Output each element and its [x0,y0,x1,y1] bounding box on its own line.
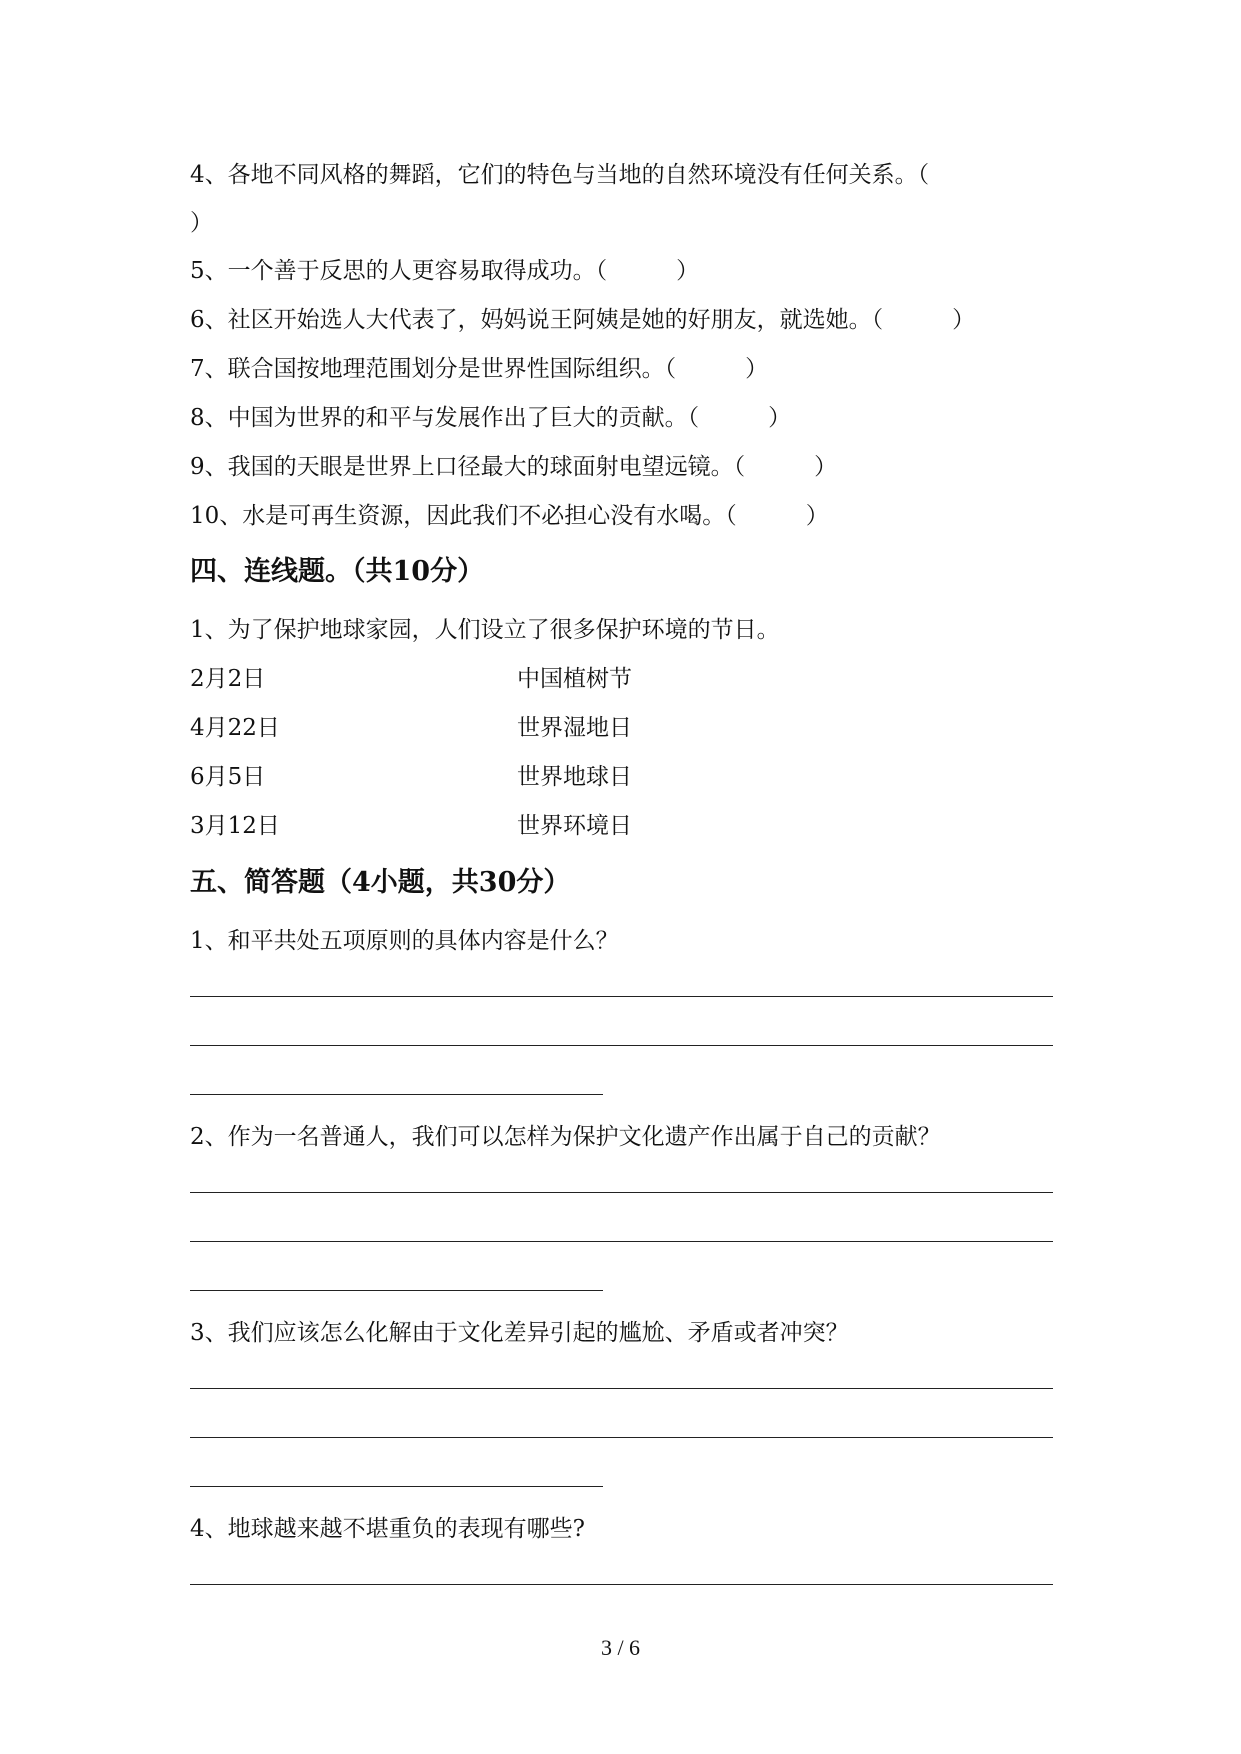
judgment-item-9: 9、我国的天眼是世界上口径最大的球面射电望远镜。（ ） [190,454,838,480]
answer-line[interactable] [190,1584,1053,1585]
short-answer-question-4: 4、地球越来越不堪重负的表现有哪些? [190,1516,585,1542]
short-answer-question-1: 1、和平共处五项原则的具体内容是什么？ [190,928,619,954]
judgment-item-4-continuation: ） [190,210,213,236]
matching-right-4: 世界环境日 [517,813,632,839]
answer-line[interactable] [190,1241,1053,1242]
answer-line[interactable] [190,1290,603,1291]
matching-left-1: 2月2日 [190,666,266,692]
judgment-item-5: 5、一个善于反思的人更容易取得成功。（ ） [190,258,700,284]
short-answer-question-3: 3、我们应该怎么化解由于文化差异引起的尴尬、矛盾或者冲突？ [190,1320,849,1346]
answer-line[interactable] [190,1094,603,1095]
judgment-item-8: 8、中国为世界的和平与发展作出了巨大的贡献。（ ） [190,405,792,431]
matching-right-3: 世界地球日 [517,764,632,790]
answer-line[interactable] [190,1045,1053,1046]
answer-line[interactable] [190,996,1053,997]
section-4-title: 四、连线题。（共10分） [190,556,485,587]
answer-line[interactable] [190,1486,603,1487]
matching-left-2: 4月22日 [190,715,280,741]
matching-left-3: 6月5日 [190,764,266,790]
matching-left-4: 3月12日 [190,813,280,839]
matching-right-1: 中国植树节 [517,666,632,692]
answer-line[interactable] [190,1388,1053,1389]
judgment-item-10: 10、水是可再生资源，因此我们不必担心没有水喝。（ ） [190,503,829,529]
matching-question: 1、为了保护地球家园，人们设立了很多保护环境的节日。 [190,617,780,643]
judgment-item-7: 7、联合国按地理范围划分是世界性国际组织。（ ） [190,356,769,382]
judgment-item-4: 4、各地不同风格的舞蹈，它们的特色与当地的自然环境没有任何关系。（ [190,162,930,188]
short-answer-question-2: 2、作为一名普通人，我们可以怎样为保护文化遗产作出属于自己的贡献？ [190,1124,941,1150]
answer-line[interactable] [190,1437,1053,1438]
section-5-title: 五、简答题（4小题，共30分） [190,867,571,898]
judgment-item-6: 6、社区开始选人大代表了，妈妈说王阿姨是她的好朋友，就选她。（ ） [190,307,976,333]
matching-right-2: 世界湿地日 [517,715,632,741]
answer-line[interactable] [190,1192,1053,1193]
page-number: 3 / 6 [600,1635,641,1660]
